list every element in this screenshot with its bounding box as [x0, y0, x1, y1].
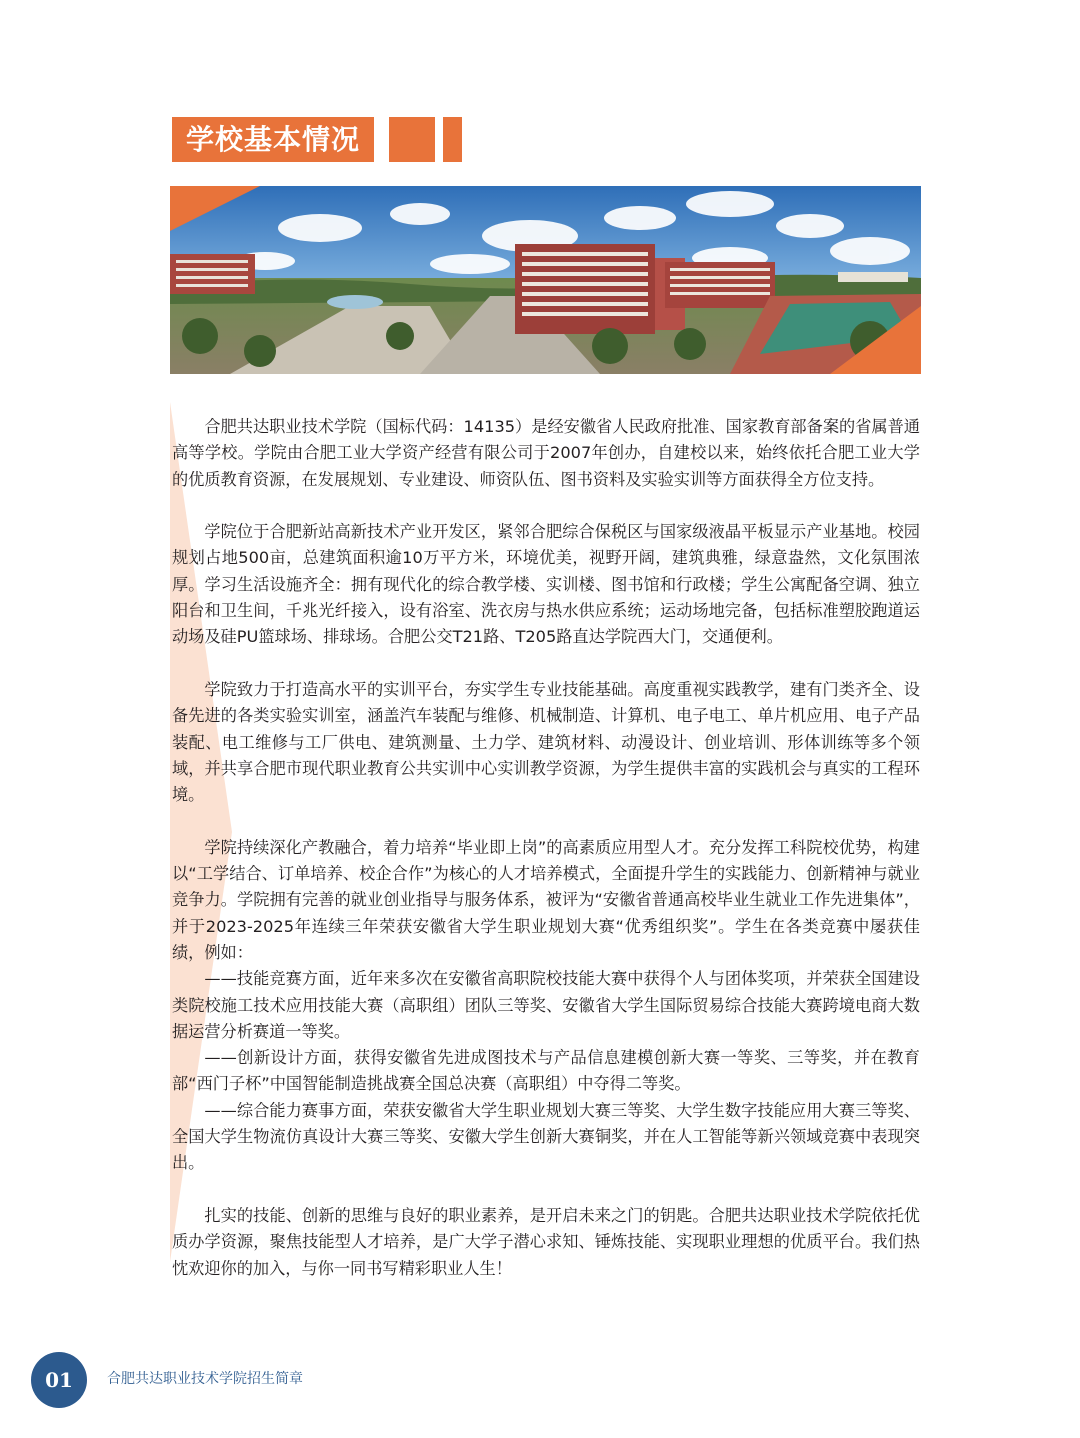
paragraph-closing: 扎实的技能、创新的思维与良好的职业素养，是开启未来之门的钥匙。合肥共达职业技术学院依托优质办学资源，聚焦技能型人才培养，是广大学子潜心求知、锤炼技能、实现职业理想的优质平台。我们热忱欢迎你的加入，与你一同书写精彩职业人生！	[172, 1205, 920, 1278]
paragraph-intro: 合肥共达职业技术学院（国标代码：14135）是经安徽省人民政府批准、国家教育部备案的省属普通高等学校。学院由合肥工业大学资产经营有限公司于2007年创办，自建校以来，始终依托合肥工业大学的优质教育资源，在发展规划、专业建设、师资队伍、图书资料及实验实训等方面获得全方位支持。	[172, 417, 920, 489]
paragraph-location: 学院位于合肥新站高新技术产业开发区，紧邻合肥综合保税区与国家级液晶平板显示产业基地。校园规划占地500亩，总建筑面积逾10万平方米，环境优美，视野开阔，建筑典雅，绿意盎然，文化氛围浓厚。学习生活设施齐全：拥有现代化的综合教学楼、实训楼、图书馆和行政楼；学生公寓配备空调、独立阳台和卫生间，千兆光纤接入，设有浴室、洗衣房与热水供应系统；运动场地完备，包括标准塑胶跑道运动场及硅PU篮球场、排球场。合肥公交T21路、T205路直达学院西大门，交通便利。	[172, 522, 920, 647]
footer-title: 合肥共达职业技术学院招生简章	[107, 1371, 303, 1387]
title-decoration-bar	[443, 117, 462, 162]
page-number: 01	[31, 1352, 87, 1408]
campus-panorama-photo	[170, 186, 921, 374]
award-item-innovation: ——创新设计方面，获得安徽省先进成图技术与产品信息建模创新大赛一等奖、三等奖，并在教育部“西门子杯”中国智能制造挑战赛全国总决赛（高职组）中夺得二等奖。	[172, 1048, 920, 1094]
body-text	[172, 414, 920, 1282]
title-decoration-block	[389, 117, 435, 162]
section-title: 学校基本情况	[172, 117, 374, 162]
paragraph-employment: 学院持续深化产教融合，着力培养“毕业即上岗”的高素质应用型人才。充分发挥工科院校优势，构建以“工学结合、订单培养、校企合作”为核心的人才培养模式，全面提升学生的实践能力、创新精神与就业竞争力。学院拥有完善的就业创业指导与服务体系，被评为“安徽省普通高校毕业生就业工作先进集体”，并于2023-2025年连续三年荣获安徽省大学生职业规划大赛“优秀组织奖”。学生在各类竞赛中屡获佳绩，例如：	[172, 837, 920, 962]
paragraph-training: 学院致力于打造高水平的实训平台，夯实学生专业技能基础。高度重视实践教学，建有门类齐全、设备先进的各类实验实训室，涵盖汽车装配与维修、机械制造、计算机、电子电工、单片机应用、电子产品装配、电工维修与工厂供电、建筑测量、土力学、建筑材料、动漫设计、创业培训、形体训练等多个领域，并共享合肥市现代职业教育公共实训中心实训教学资源，为学生提供丰富的实践机会与真实的工程环境。	[172, 679, 920, 805]
award-item-comprehensive: ——综合能力赛事方面，荣获安徽省大学生职业规划大赛三等奖、大学生数字技能应用大赛三等奖、全国大学生物流仿真设计大赛三等奖、安徽大学生创新大赛铜奖，并在人工智能等新兴领域竞赛中表现突出。	[172, 1100, 920, 1173]
award-item-skills: ——技能竞赛方面，近年来多次在安徽省高职院校技能大赛中获得个人与团体奖项，并荣获全国建设类院校施工技术应用技能大赛（高职组）团队三等奖、安徽省大学生国际贸易综合技能大赛跨境电商大数据运营分析赛道一等奖。	[172, 969, 920, 1041]
